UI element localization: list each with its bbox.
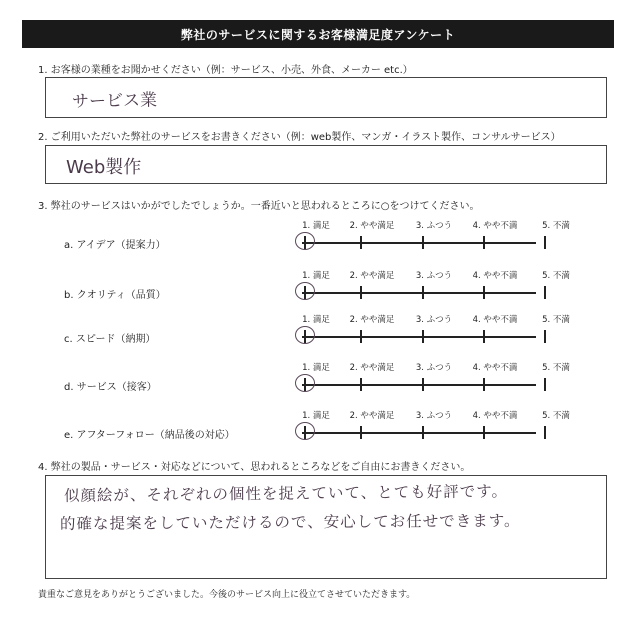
rating-option-2[interactable]	[360, 286, 362, 299]
rating-option-3[interactable]	[422, 330, 424, 343]
question-4: 4. 弊社の製品・サービス・対応などについて、思われるところなどをご自由にお書きください。	[38, 462, 471, 473]
q2-answer-box[interactable]	[45, 145, 607, 184]
rating-option-label: 5. 不満	[542, 411, 570, 421]
q4-answer-line-2: 的確な提案をしていただけるので、安心してお任せできます。	[59, 511, 521, 533]
hand-drawn-circle-mark	[295, 282, 315, 300]
rating-option-label: 1. 満足	[302, 315, 330, 325]
rating-option-label: 4. やや不満	[472, 411, 518, 421]
rating-option-4[interactable]	[483, 378, 485, 391]
rating-option-4[interactable]	[483, 286, 485, 299]
question-1: 1. お客様の業種をお聞かせください（例：サービス、小売、外食、メーカー etc.）	[38, 65, 413, 76]
rating-option-3[interactable]	[422, 286, 424, 299]
rating-option-label: 2. やや満足	[349, 315, 395, 325]
rating-option-label: 4. やや不満	[472, 271, 518, 281]
rating-row-label: d. サービス（接客）	[64, 382, 157, 393]
rating-scale-line	[302, 336, 536, 338]
rating-scale-line	[302, 292, 536, 294]
rating-option-label: 1. 満足	[302, 411, 330, 421]
rating-option-4[interactable]	[483, 330, 485, 343]
rating-option-label: 3. ふつう	[415, 221, 453, 231]
rating-scale	[284, 363, 570, 394]
survey-title: 弊社のサービスに関するお客様満足度アンケート	[22, 20, 614, 48]
rating-option-label: 1. 満足	[302, 271, 330, 281]
q2-answer-handwriting: Web製作	[66, 157, 142, 178]
rating-option-label: 4. やや不満	[472, 315, 518, 325]
rating-row-label: e. アフターフォロー（納品後の対応）	[64, 430, 235, 441]
rating-scale	[284, 271, 570, 302]
rating-option-label: 1. 満足	[302, 363, 330, 373]
rating-option-label: 2. やや満足	[349, 363, 395, 373]
rating-scale	[284, 221, 570, 252]
rating-scale-line	[302, 242, 536, 244]
rating-option-label: 2. やや満足	[349, 411, 395, 421]
rating-option-5[interactable]	[544, 330, 546, 343]
rating-row-label: c. スピード（納期）	[64, 334, 156, 345]
hand-drawn-circle-mark	[295, 422, 315, 440]
rating-option-3[interactable]	[422, 378, 424, 391]
rating-option-2[interactable]	[360, 426, 362, 439]
rating-option-5[interactable]	[544, 286, 546, 299]
q1-answer-handwriting: サービス業	[71, 90, 158, 112]
rating-option-5[interactable]	[544, 236, 546, 249]
rating-option-label: 5. 不満	[542, 363, 570, 373]
rating-option-2[interactable]	[360, 378, 362, 391]
rating-scale	[284, 411, 570, 442]
rating-option-label: 3. ふつう	[415, 271, 453, 281]
rating-option-4[interactable]	[483, 426, 485, 439]
q1-answer-box[interactable]	[45, 77, 607, 118]
rating-option-label: 2. やや満足	[349, 271, 395, 281]
hand-drawn-circle-mark	[295, 326, 315, 344]
question-3: 3. 弊社のサービスはいかがでしたでしょうか。一番近いと思われるところに○をつけてください。	[38, 201, 480, 212]
rating-option-label: 2. やや満足	[349, 221, 395, 231]
rating-option-label: 3. ふつう	[415, 411, 453, 421]
rating-scale	[284, 315, 570, 346]
rating-option-2[interactable]	[360, 330, 362, 343]
question-2: 2. ご利用いただいた弊社のサービスをお書きください（例：web製作、マンガ・イラスト製作、コンサルサービス）	[38, 132, 561, 143]
q4-answer-line-1: 似顔絵が、それぞれの個性を捉えていて、とても好評です。	[63, 482, 509, 505]
hand-drawn-circle-mark	[295, 374, 315, 392]
rating-scale-line	[302, 384, 536, 386]
rating-option-label: 5. 不満	[542, 271, 570, 281]
rating-option-5[interactable]	[544, 378, 546, 391]
rating-option-label: 4. やや不満	[472, 363, 518, 373]
rating-option-3[interactable]	[422, 426, 424, 439]
rating-option-label: 5. 不満	[542, 315, 570, 325]
rating-option-2[interactable]	[360, 236, 362, 249]
hand-drawn-circle-mark	[295, 232, 315, 250]
rating-option-label: 3. ふつう	[415, 363, 453, 373]
rating-row-label: a. アイデア（提案力）	[64, 240, 166, 251]
rating-option-4[interactable]	[483, 236, 485, 249]
rating-option-3[interactable]	[422, 236, 424, 249]
rating-scale-line	[302, 432, 536, 434]
rating-option-label: 5. 不満	[542, 221, 570, 231]
rating-option-label: 4. やや不満	[472, 221, 518, 231]
rating-option-5[interactable]	[544, 426, 546, 439]
rating-row-label: b. クオリティ（品質）	[64, 290, 166, 301]
rating-option-label: 1. 満足	[302, 221, 330, 231]
q4-answer-box[interactable]	[45, 475, 607, 579]
footer-thanks: 貴重なご意見をありがとうございました。今後のサービス向上に役立てさせていただきます。	[38, 590, 416, 600]
rating-option-label: 3. ふつう	[415, 315, 453, 325]
